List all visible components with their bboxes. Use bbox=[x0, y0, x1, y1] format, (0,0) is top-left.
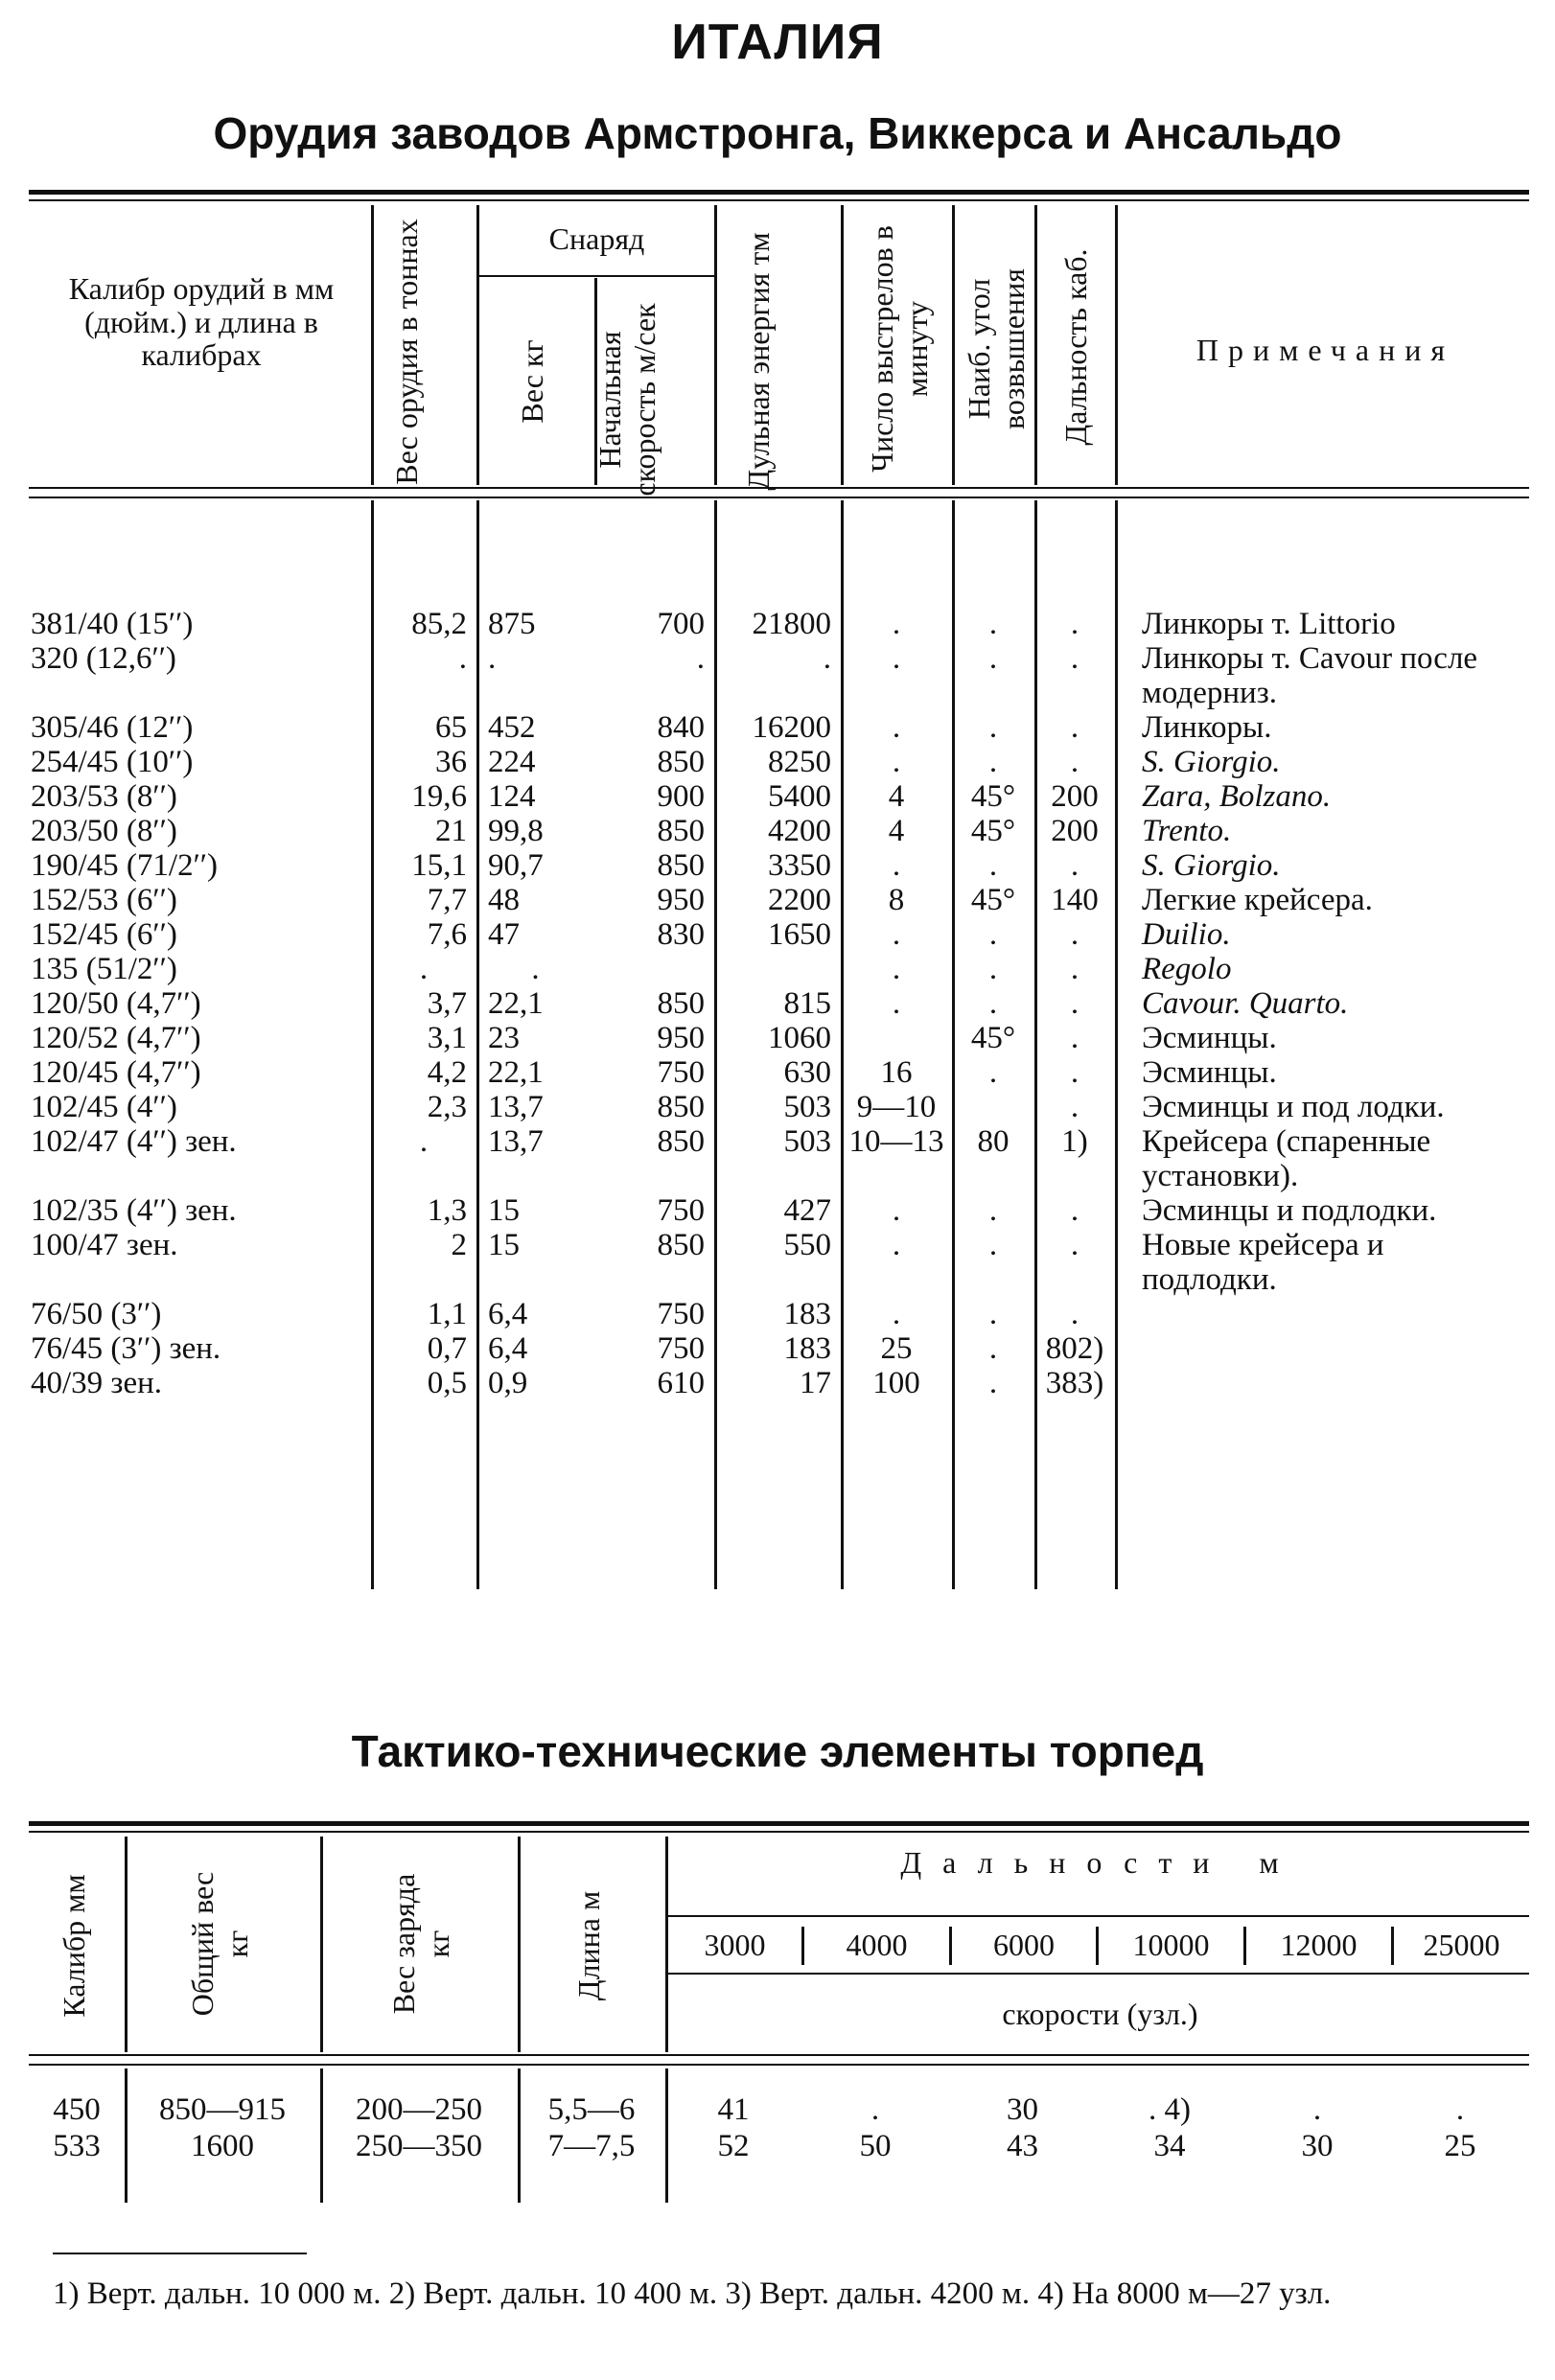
velocity-cell: 750 bbox=[657, 1055, 705, 1090]
header-rate: Число выстрелов в минуту bbox=[865, 225, 934, 473]
energy-cell: 503 bbox=[783, 1124, 831, 1159]
energy-cell: 16200 bbox=[752, 710, 831, 745]
table-row bbox=[29, 1228, 1529, 1297]
torp-header-charge: Вес заряда кг bbox=[386, 1873, 455, 2015]
shell-cell: 13,7 bbox=[488, 1124, 544, 1159]
table-row bbox=[29, 1297, 1529, 1331]
range-4000: 4000 bbox=[846, 1928, 908, 1962]
rate-cell: . bbox=[892, 848, 901, 883]
velocity-cell: 900 bbox=[657, 779, 705, 814]
torp-header-length: Длина м bbox=[571, 1890, 606, 2001]
range-cell: . bbox=[1070, 1055, 1079, 1090]
range-cell: . bbox=[1070, 1297, 1079, 1331]
elevation-cell: . bbox=[988, 1331, 998, 1366]
weight-cell: . bbox=[419, 1124, 429, 1159]
energy-cell: 550 bbox=[783, 1228, 831, 1262]
speed-cell: 50 bbox=[859, 2129, 892, 2163]
range-cell: . bbox=[1070, 745, 1079, 779]
rate-cell: . bbox=[892, 1228, 901, 1262]
header-energy: Дульная энергия тм bbox=[741, 232, 776, 491]
shell-cell: 6,4 bbox=[488, 1297, 528, 1331]
energy-cell: 815 bbox=[783, 986, 831, 1021]
notes-cell: Линкоры т. Littorio bbox=[1142, 607, 1396, 641]
table-row bbox=[29, 814, 1529, 848]
shell-cell: 15 bbox=[488, 1228, 520, 1262]
rate-cell: . bbox=[892, 1193, 901, 1228]
rate-cell: . bbox=[892, 710, 901, 745]
range-cell: . bbox=[1070, 952, 1079, 986]
notes-cell: Эсминцы и подлодки. bbox=[1142, 1193, 1437, 1228]
elevation-cell: 45° bbox=[970, 883, 1016, 917]
col-sep bbox=[1115, 205, 1118, 485]
energy-cell: 21800 bbox=[752, 607, 831, 641]
notes-cell: Duilio. bbox=[1142, 917, 1231, 952]
table-row bbox=[29, 710, 1529, 745]
rate-cell: . bbox=[892, 745, 901, 779]
rate-cell: . bbox=[892, 607, 901, 641]
shell-cell: 875 bbox=[488, 607, 536, 641]
guns-table-title: Орудия заводов Армстронга, Виккерса и Ансальдо bbox=[213, 108, 1342, 158]
caliber-cell: 100/47 зен. bbox=[31, 1228, 178, 1262]
weight-cell: 0,5 bbox=[427, 1366, 467, 1400]
range-cell: 200 bbox=[1051, 779, 1099, 814]
range-cell: . bbox=[1070, 1228, 1079, 1262]
caliber-cell: 76/45 (3′′) зен. bbox=[31, 1331, 221, 1366]
weight-cell: 4,2 bbox=[427, 1055, 467, 1090]
notes-cell: Линкоры. bbox=[1142, 710, 1272, 745]
weight-cell: 2,3 bbox=[427, 1090, 467, 1124]
torp-header-rule-2 bbox=[29, 2064, 1529, 2066]
weight-cell: 2 bbox=[451, 1228, 467, 1262]
range-cell: . bbox=[1070, 1021, 1079, 1055]
col-sep bbox=[518, 1837, 521, 2052]
energy-cell: 183 bbox=[783, 1331, 831, 1366]
energy-cell: 427 bbox=[783, 1193, 831, 1228]
velocity-cell: 850 bbox=[657, 745, 705, 779]
range-cell: 383) bbox=[1045, 1366, 1104, 1400]
range-cell: 802) bbox=[1045, 1331, 1104, 1366]
weight-cell: 7,7 bbox=[427, 883, 467, 917]
header-velocity: Начальная скорость м/сек bbox=[592, 303, 661, 497]
table-row bbox=[29, 2128, 1529, 2164]
table-row bbox=[29, 848, 1529, 883]
caliber-cell: 120/45 (4,7′′) bbox=[31, 1055, 201, 1090]
speed-cell: . bbox=[870, 2092, 880, 2127]
rate-cell: 25 bbox=[880, 1331, 913, 1366]
notes-cell: Cavour. Quarto. bbox=[1142, 986, 1349, 1021]
shell-cell: 48 bbox=[488, 883, 520, 917]
shell-cell: 15 bbox=[488, 1193, 520, 1228]
header-range: Дальность каб. bbox=[1058, 248, 1093, 446]
elevation-cell: . bbox=[988, 1055, 998, 1090]
table-row bbox=[29, 1021, 1529, 1055]
weight-cell: 21 bbox=[435, 814, 467, 848]
range-3000: 3000 bbox=[704, 1928, 766, 1962]
rate-cell: 4 bbox=[888, 779, 905, 814]
weight-cell: 1,1 bbox=[427, 1297, 467, 1331]
weight-cell: 19,6 bbox=[411, 779, 467, 814]
velocity-cell: 850 bbox=[657, 814, 705, 848]
weight-cell: 850—915 bbox=[159, 2092, 286, 2127]
notes-cell: Линкоры т. Cavour после модерниз. bbox=[1142, 641, 1478, 710]
rate-cell: 4 bbox=[888, 814, 905, 848]
caliber-cell: 203/53 (8′′) bbox=[31, 779, 177, 814]
elevation-cell: . bbox=[988, 986, 998, 1021]
torp-header-caliber: Калибр мм bbox=[57, 1874, 91, 2018]
energy-cell: 1060 bbox=[768, 1021, 831, 1055]
shell-cell: 452 bbox=[488, 710, 536, 745]
range-6000: 6000 bbox=[993, 1928, 1055, 1962]
elevation-cell: . bbox=[988, 952, 998, 986]
caliber-cell: 40/39 зен. bbox=[31, 1366, 163, 1400]
table-row bbox=[29, 1124, 1529, 1193]
notes-cell: Эсминцы и под лодки. bbox=[1142, 1090, 1445, 1124]
caliber-cell: 152/53 (6′′) bbox=[31, 883, 177, 917]
weight-cell: 1600 bbox=[191, 2129, 254, 2163]
range-cell: . bbox=[1070, 917, 1079, 952]
caliber-cell: 120/52 (4,7′′) bbox=[31, 1021, 201, 1055]
energy-cell: 2200 bbox=[768, 883, 831, 917]
header-rule-2 bbox=[29, 497, 1529, 498]
table-row bbox=[29, 917, 1529, 952]
range-cell: 140 bbox=[1051, 883, 1099, 917]
torp-header-total-weight: Общий вес кг bbox=[185, 1871, 254, 2017]
caliber-cell: 152/45 (6′′) bbox=[31, 917, 177, 952]
range-cell: 200 bbox=[1051, 814, 1099, 848]
elevation-cell: 80 bbox=[977, 1124, 1010, 1159]
shell-cell: . bbox=[488, 641, 497, 676]
table-row bbox=[29, 1366, 1529, 1400]
header-elevation: Наиб. угол возвышения bbox=[962, 268, 1031, 429]
caliber-cell: 533 bbox=[53, 2129, 101, 2163]
table-row bbox=[29, 607, 1529, 641]
range-25000: 25000 bbox=[1423, 1928, 1500, 1962]
caliber-cell: 320 (12,6′′) bbox=[31, 641, 176, 676]
weight-cell: 15,1 bbox=[411, 848, 467, 883]
shell-cell: 99,8 bbox=[488, 814, 544, 848]
speed-cell: . bbox=[1455, 2092, 1465, 2127]
range-cell: . bbox=[1070, 1090, 1079, 1124]
rate-cell: 16 bbox=[880, 1055, 913, 1090]
elevation-cell: . bbox=[988, 1228, 998, 1262]
weight-cell: 85,2 bbox=[411, 607, 467, 641]
speed-cell: . bbox=[1312, 2092, 1322, 2127]
velocity-cell: . bbox=[696, 641, 705, 676]
rate-cell: 100 bbox=[872, 1366, 920, 1400]
charge-cell: 250—350 bbox=[356, 2129, 482, 2163]
elevation-cell: 45° bbox=[970, 779, 1016, 814]
ranges-rule bbox=[665, 1915, 1529, 1917]
shell-cell: 90,7 bbox=[488, 848, 544, 883]
caliber-cell: 254/45 (10′′) bbox=[31, 745, 194, 779]
elevation-cell: . bbox=[988, 848, 998, 883]
weight-cell: 65 bbox=[435, 710, 467, 745]
speed-cell: 25 bbox=[1444, 2129, 1476, 2163]
torp-header-ranges: Дальности м bbox=[900, 1845, 1300, 1880]
torp-header-speeds: скорости (узл.) bbox=[1002, 1997, 1198, 2031]
speed-cell: 41 bbox=[717, 2092, 750, 2127]
speeds-rule bbox=[665, 1973, 1529, 1975]
weight-cell: 0,7 bbox=[427, 1331, 467, 1366]
energy-cell: 17 bbox=[800, 1366, 831, 1400]
caliber-cell: 120/50 (4,7′′) bbox=[31, 986, 201, 1021]
energy-cell: 503 bbox=[783, 1090, 831, 1124]
notes-cell: Новые крейсера и подлодки. bbox=[1142, 1228, 1384, 1297]
shell-cell: 124 bbox=[488, 779, 536, 814]
velocity-cell: 950 bbox=[657, 1021, 705, 1055]
range-cell: 1) bbox=[1061, 1124, 1088, 1159]
caliber-cell: 102/47 (4′′) зен. bbox=[31, 1124, 237, 1159]
elevation-cell: . bbox=[988, 1193, 998, 1228]
elevation-cell: . bbox=[988, 917, 998, 952]
range-cell: . bbox=[1070, 1193, 1079, 1228]
length-cell: 7—7,5 bbox=[547, 2129, 636, 2163]
charge-cell: 200—250 bbox=[356, 2092, 482, 2127]
top-rule-thin bbox=[29, 199, 1529, 201]
elevation-cell: 45° bbox=[970, 814, 1016, 848]
table-row bbox=[29, 1193, 1529, 1228]
weight-cell: . bbox=[458, 641, 467, 676]
notes-cell: Эсминцы. bbox=[1142, 1021, 1277, 1055]
caliber-cell: 203/50 (8′′) bbox=[31, 814, 177, 848]
shell-cell: 6,4 bbox=[488, 1331, 528, 1366]
shell-cell: 47 bbox=[488, 917, 520, 952]
energy-cell: . bbox=[823, 641, 831, 676]
table-row bbox=[29, 1090, 1529, 1124]
header-notes: Примечания bbox=[1195, 333, 1455, 367]
length-cell: 5,5—6 bbox=[547, 2092, 636, 2127]
shell-group-rule bbox=[479, 275, 714, 277]
rate-cell: 10—13 bbox=[848, 1124, 944, 1159]
col-sep bbox=[841, 205, 844, 485]
caliber-cell: 381/40 (15′′) bbox=[31, 607, 194, 641]
velocity-cell: 850 bbox=[657, 1124, 705, 1159]
speed-cell: . 4) bbox=[1149, 2092, 1191, 2127]
shell-cell: 13,7 bbox=[488, 1090, 544, 1124]
caliber-cell: 305/46 (12′′) bbox=[31, 710, 194, 745]
rate-cell: . bbox=[892, 917, 901, 952]
header-shell-group: Снаряд bbox=[548, 221, 645, 256]
header-caliber: Калибр орудий в мм (дюйм.) и длина в калибрах bbox=[68, 271, 335, 373]
col-sep bbox=[952, 205, 955, 485]
elevation-cell: . bbox=[988, 607, 998, 641]
shell-cell: 0,9 bbox=[488, 1366, 528, 1400]
torpedo-table-title: Тактико-технические элементы торпед bbox=[351, 1726, 1204, 1776]
velocity-cell: 840 bbox=[657, 710, 705, 745]
page-title: ИТАЛИЯ bbox=[671, 14, 884, 70]
rate-cell bbox=[841, 1021, 952, 1055]
velocity-cell: 850 bbox=[657, 1228, 705, 1262]
elevation-cell: . bbox=[988, 1366, 998, 1400]
col-sep bbox=[714, 205, 717, 485]
weight-cell: 7,6 bbox=[427, 917, 467, 952]
velocity-cell: 850 bbox=[657, 848, 705, 883]
table-row bbox=[29, 2091, 1529, 2128]
notes-cell: Эсминцы. bbox=[1142, 1055, 1277, 1090]
table-row bbox=[29, 952, 1529, 986]
torp-top-rule-thin bbox=[29, 1831, 1529, 1833]
elevation-cell bbox=[952, 1090, 1034, 1124]
footnotes: 1) Верт. дальн. 10 000 м. 2) Верт. дальн. 10 400 м. 3) Верт. дальн. 4200 м. 4) На 8000 м—27 узл. bbox=[53, 2276, 1332, 2311]
speed-cell: 34 bbox=[1153, 2129, 1186, 2163]
speed-cell: 30 bbox=[1007, 2092, 1038, 2127]
col-sep bbox=[125, 1837, 128, 2052]
notes-cell bbox=[1115, 1297, 1529, 1331]
velocity-cell: 610 bbox=[657, 1366, 705, 1400]
weight-cell: 36 bbox=[435, 745, 467, 779]
table-row bbox=[29, 883, 1529, 917]
caliber-cell: 450 bbox=[53, 2092, 101, 2127]
energy-cell: 5400 bbox=[768, 779, 831, 814]
velocity-cell: 750 bbox=[657, 1297, 705, 1331]
elevation-cell: . bbox=[988, 745, 998, 779]
weight-cell: . bbox=[419, 952, 429, 986]
range-cell: . bbox=[1070, 607, 1079, 641]
energy-cell: 630 bbox=[783, 1055, 831, 1090]
velocity-cell: 700 bbox=[657, 607, 705, 641]
range-cell: . bbox=[1070, 848, 1079, 883]
torpedo-data bbox=[29, 2091, 1529, 2164]
rate-cell: . bbox=[892, 986, 901, 1021]
torp-header-rule bbox=[29, 2054, 1529, 2056]
rate-cell: 8 bbox=[888, 883, 905, 917]
range-12000: 12000 bbox=[1280, 1928, 1358, 1962]
table-row bbox=[29, 745, 1529, 779]
velocity-cell: 850 bbox=[657, 986, 705, 1021]
velocity-cell bbox=[594, 952, 714, 986]
energy-cell: 183 bbox=[783, 1297, 831, 1331]
table-row bbox=[29, 779, 1529, 814]
shell-cell: 224 bbox=[488, 745, 536, 779]
caliber-cell: 102/35 (4′′) зен. bbox=[31, 1193, 237, 1228]
weight-cell: 1,3 bbox=[427, 1193, 467, 1228]
caliber-cell: 102/45 (4′′) bbox=[31, 1090, 177, 1124]
col-sep bbox=[320, 1837, 323, 2052]
guns-data bbox=[29, 607, 1529, 1400]
velocity-cell: 950 bbox=[657, 883, 705, 917]
notes-cell bbox=[1115, 1331, 1529, 1366]
velocity-cell: 750 bbox=[657, 1193, 705, 1228]
velocity-cell: 850 bbox=[657, 1090, 705, 1124]
elevation-cell: 45° bbox=[970, 1021, 1016, 1055]
elevation-cell: . bbox=[988, 1297, 998, 1331]
table-row bbox=[29, 986, 1529, 1021]
speed-cell: 52 bbox=[717, 2129, 750, 2163]
table-row bbox=[29, 641, 1529, 710]
energy-cell: 4200 bbox=[768, 814, 831, 848]
caliber-cell: 135 (51/2′′) bbox=[31, 952, 177, 986]
weight-cell: 3,7 bbox=[427, 986, 467, 1021]
footnote-rule bbox=[53, 2253, 307, 2254]
header-weight: Вес орудия в тоннах bbox=[389, 219, 424, 485]
rate-cell: . bbox=[892, 952, 901, 986]
rate-cell: . bbox=[892, 1297, 901, 1331]
shell-cell: 22,1 bbox=[488, 986, 544, 1021]
rate-cell: 9—10 bbox=[856, 1090, 937, 1124]
energy-cell: 3350 bbox=[768, 848, 831, 883]
torp-top-rule bbox=[29, 1821, 1529, 1826]
range-cell: . bbox=[1070, 986, 1079, 1021]
notes-cell: S. Giorgio. bbox=[1142, 745, 1281, 779]
elevation-cell: . bbox=[988, 641, 998, 676]
energy-cell: 1650 bbox=[768, 917, 831, 952]
notes-cell: Trento. bbox=[1142, 814, 1232, 848]
speed-cell: 30 bbox=[1301, 2129, 1334, 2163]
col-sep bbox=[371, 205, 374, 485]
speed-cell: 43 bbox=[1007, 2129, 1038, 2163]
shell-cell: 23 bbox=[488, 1021, 520, 1055]
velocity-cell: 750 bbox=[657, 1331, 705, 1366]
notes-cell: Regolo bbox=[1142, 952, 1232, 986]
notes-cell: S. Giorgio. bbox=[1142, 848, 1281, 883]
col-sep bbox=[1034, 205, 1037, 485]
notes-cell: Zara, Bolzano. bbox=[1142, 779, 1332, 814]
energy-cell: 8250 bbox=[768, 745, 831, 779]
elevation-cell: . bbox=[988, 710, 998, 745]
energy-cell bbox=[714, 952, 841, 986]
caliber-cell: 190/45 (71/2′′) bbox=[31, 848, 219, 883]
range-10000: 10000 bbox=[1132, 1928, 1210, 1962]
notes-cell: Крейсера (спаренные установки). bbox=[1142, 1124, 1431, 1193]
range-cell: . bbox=[1070, 641, 1079, 676]
range-cell: . bbox=[1070, 710, 1079, 745]
table-row bbox=[29, 1055, 1529, 1090]
table-row bbox=[29, 1331, 1529, 1366]
caliber-cell: 76/50 (3′′) bbox=[31, 1297, 162, 1331]
shell-cell: 22,1 bbox=[488, 1055, 544, 1090]
rate-cell: . bbox=[892, 641, 901, 676]
top-rule bbox=[29, 190, 1529, 195]
notes-cell bbox=[1115, 1366, 1529, 1400]
weight-cell: 3,1 bbox=[427, 1021, 467, 1055]
shell-cell: . bbox=[531, 952, 540, 986]
header-shell-weight: Вес кг bbox=[515, 339, 549, 424]
notes-cell: Легкие крейсера. bbox=[1142, 883, 1373, 917]
velocity-cell: 830 bbox=[657, 917, 705, 952]
